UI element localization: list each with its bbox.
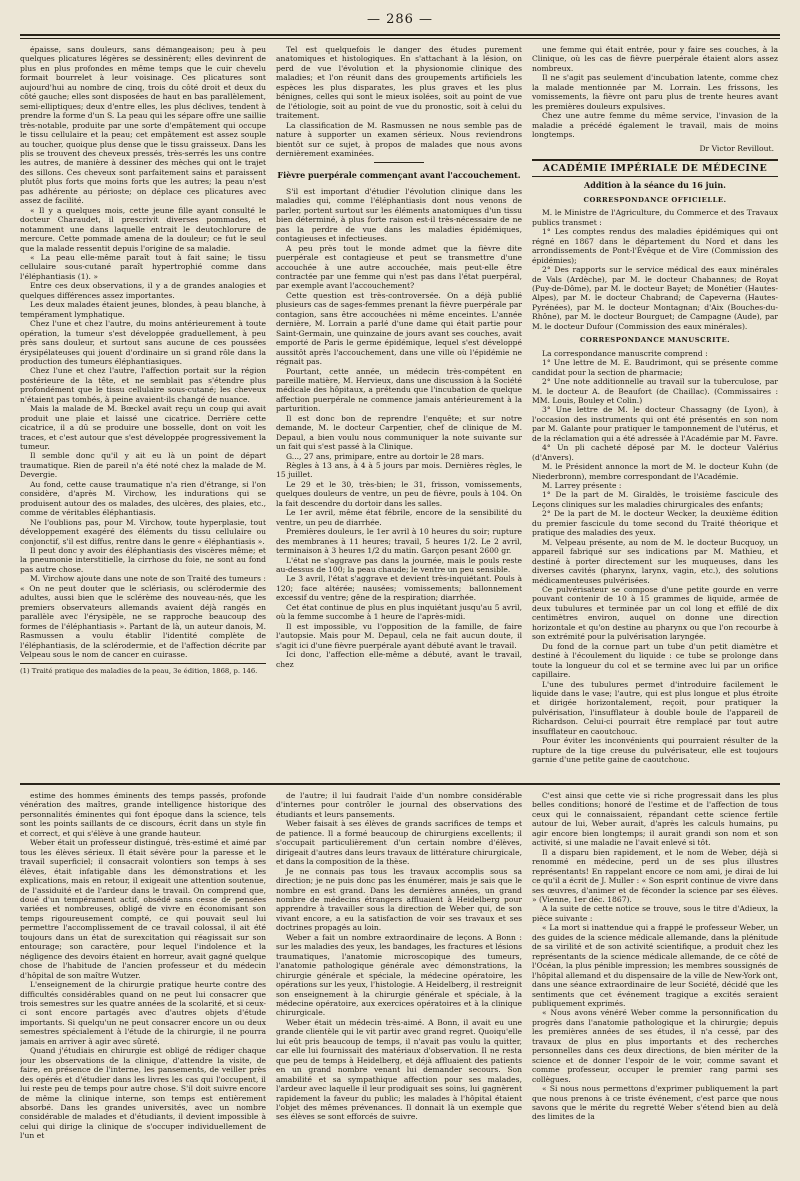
- paragraph: Il peut donc y avoir des éléphantiasis des viscères même; et la pneumonie interstitielle, la cirrhose du foie, ne sont au fond pas autre chose.: [20, 546, 266, 574]
- paragraph: G..., 27 ans, primipare, entre au dortoir le 28 mars.: [286, 451, 485, 461]
- paragraph: Chez l'une et chez l'autre, l'affection portait sur la région postérieure de la tête, et ne semblait pas s'étendre plus profondément que le tissu cellulaire sous-cutané; les cheveux n'étaient pas tombés, à peine avaient-ils changé de nuance.: [20, 366, 266, 404]
- bottom-column-3: [532, 791, 778, 1167]
- session-heading: Addition à la séance du 16 juin.: [584, 180, 726, 191]
- paragraph: L'état ne s'aggrave pas dans la journée, mais le pouls reste au-dessus de 100; la peau chaude; le ventre un peu sensible.: [276, 555, 522, 575]
- paragraph: L'enseignement de la chirurgie pratique heurte contre des difficultés considérables quand on ne peut lui consacrer que trois semestres sur les quatre années de la scolarité, et si ceux-ci sont encore partagés avec d'autres objets d'étude importants. Si quelqu'un ne peut consacrer encore un ou deux semestres spécialement à l'étude de la chirurgie, il ne pourra jamais en arriver à agir avec sûreté.: [20, 980, 266, 1046]
- paragraph: estime des hommes éminents des temps passés, profonde vénération des maîtres, grande intelligence historique des personnalités éminentes qui font époque dans la science, tels sont les points saillants de ce discours, écrit dans un style fin et correct, et qui s'élève à une grande hauteur.: [20, 791, 266, 838]
- bottom-section: [20, 785, 780, 1167]
- paragraph: de l'autre; il lui faudrait l'aide d'un nombre considérable d'internes pour contrôler le journal des observations des étudiants et leurs pansements.: [276, 791, 522, 819]
- subheading: CORRESPONDANCE MANUSCRITE.: [580, 336, 730, 345]
- paragraph: 1° Une lettre de M. E. Baudrimont, qui se présente comme candidat pour la section de pharmacie;: [532, 358, 778, 377]
- paragraph: « Il y a quelques mois, cette jeune fille ayant consulté le docteur Charaudet, il prescrivit diverses pommades, et notamment une dans laquelle entrait le deutochlorure de mercure. Cette pommade amena de la douleur; ce fut le seul que la malade ressentit depuis l'origine de sa maladie.: [20, 205, 266, 253]
- paragraph: Cette question est très-controversée. On a déjà publié plusieurs cas de sages-femmes prenant la fièvre puerpérale par contagion, sans être accouchées ni même enceintes. L'année dernière, M. Lorrain a parlé d'une dame qui était partie pour Saint-Germain, une quinzaine de jours avant ses couches, avait emporté de Paris le germe épidémique, lequel s'est développé aussitôt après l'accouchement, dans une ville où l'épidémie ne régnait pas.: [276, 290, 522, 367]
- paragraph: épaisse, sans douleurs, sans démangeaison; peu à peu quelques plicatures légères se dessinèrent; elles devinrent de plus en plus profondes en même temps que le cuir chevelu formait bourrelet à leur voisinage. Ces plicatures sont aujourd'hui au nombre de cinq, trois du côté droit et deux du côté gauche; elles sont disposées de haut en bas parallèlement, semi-elliptiques; deux d'entre elles, les plus déclives, tendent à prendre la forme d'un S. La peau qui les sépare offre une saillie très-notable, produite par une sorte d'empâtement qui occupe le tissu cellulaire et la peau; cet empâtement est assez souple au toucher, quoique plus dense que le tissu graisseux. Dans les plis se trouvent des cheveux pressés, très-serrés les uns contre les autres, de manière à dessiner des mèches qui ont le trajet des sillons. Ces cheveux sont parfaitement sains et paraissent plutôt plus forts que moins forts que les autres; la peau n'est pas adhérente au périoste; on déplace ces plicatures avec assez de facilité.: [20, 45, 266, 206]
- paragraph: Ne l'oublions pas, pour M. Virchow, toute hyperplasie, tout développement exagéré des éléments du tissu cellulaire ou conjonctif, s'il est diffus, rentre dans le genre « éléphantiasis ».: [20, 517, 266, 546]
- paragraph: Le 3 avril, l'état s'aggrave et devient très-inquiétant. Pouls à 120; face altérée; nausées; vomissements; ballonnement excessif du ventre; gêne de la respiration; diarrhée.: [276, 574, 522, 603]
- subheading: CORRESPONDANCE OFFICIELLE.: [583, 195, 727, 204]
- paragraph: M. Virchow ajoute dans une note de son Traité des tumeurs : « On ne peut douter que le sclériasis, ou sclérodermie des adultes, aussi bien que le sclérème des nouveau-nés, que les premiers observateurs allemands avaient déjà rangés en parallèle avec l'érysipèle, ne se rapproche beaucoup des formes de l'éléphantiasis ». Partant de là, un auteur danois, M. Rasmussen a voulu établir l'identité complète de l'éléphantiasis, de la sclérodermie, et de l'affection décrite par Velpeau sous le nom de cancer en cuirasse.: [20, 574, 266, 659]
- paragraph: Je ne connais pas tous les travaux accomplis sous sa direction; je ne puis donc pas les énumérer, mais je sais que le nombre en est grand. Dans les dernières années, un grand nombre de médecins étrangers affluaient à Heidelberg pour apprendre à travailler sous la direction de Weber qui, de son vivant encore, a eu la satisfaction de voir ses travaux et ses doctrines propagés au loin.: [276, 866, 522, 933]
- section-heading: ACADÉMIE IMPÉRIALE DE MÉDECINE: [532, 159, 778, 177]
- paragraph: Chez l'une et chez l'autre, du moins antérieurement à toute opération, la tumeur s'est développée graduellement, à peu près sans douleur, et surtout sans aucune de ces poussées érysipélateuses qui jouent d'ordinaire un si grand rôle dans la production des tumeurs éléphantiasiques.: [20, 319, 266, 366]
- paragraph: Au fond, cette cause traumatique n'a rien d'étrange, si l'on considère, d'après M. Virchow, les indurations qui se produisent autour des os malades, des ulcères, des plaies, etc., comme de véritables éléphantiasis.: [20, 479, 266, 518]
- paragraph: 2° De la part de M. le docteur Wecker, la deuxième édition du premier fascicule du tome second du Traité théorique et pratique des maladies des yeux.: [532, 509, 778, 538]
- author-signature: Dr Victor Revillout.: [699, 143, 774, 153]
- paragraph: Chez une autre femme du même service, l'invasion de la maladie a précédé également le travail, mais de moins longtemps.: [532, 111, 778, 140]
- paragraph: 1° Les comptes rendus des maladies épidémiques qui ont régné en 1867 dans le département du Nord et dans les arrondissements de Pont-l'Évêque et de Vire (Commission des épidémies);: [532, 227, 778, 265]
- paragraph: Quand j'étudiais en chirurgie est obligé de rédiger chaque jour les observations de la clinique, d'attendre la visite, de faire, en présence de l'interne, les pansements, de veiller près des opérés et d'étudier dans les livres les cas qui l'occupent, il lui reste peu de temps pour autre chose. S'il doit suivre encore de même la clinique interne, son temps est entièrement absorbé. Dans les grandes universités, avec un nombre considérable de malades et d'étudiants, il devient impossible à celui qui dirige la clinique de s'occuper individuellement de l'un et: [20, 1046, 266, 1141]
- title-rule: [374, 162, 424, 163]
- paragraph: 4° Un pli cacheté déposé par M. le docteur Valérius (d'Anvers).: [532, 443, 778, 462]
- paragraph: M. Larrey présente :: [542, 481, 622, 491]
- paragraph: Pourtant, cette année, un médecin très-compétent en pareille matière, M. Hervieux, dans une discussion à la Société médicale des hôpitaux, a prétendu que l'incubation de quelque affection puerpérale ne commence jamais antérieurement à la parturition.: [276, 366, 522, 414]
- paragraph: Le 29 et le 30, très-bien; le 31, frisson, vomissements, quelques douleurs de ventre, un peu de fièvre, pouls à 104. On la fait descendre du dortoir dans les salles.: [276, 479, 522, 508]
- paragraph: Weber faisait à ses élèves de grands sacrifices de temps et de patience. Il a formé beaucoup de chirurgiens excellents; il s'occupait particulièrement d'un certain nombre d'élèves, dirigeait d'autres dans leurs travaux de littérature chirurgicale, et dans la composition de la thèse.: [276, 819, 522, 867]
- paragraph: Il a disparu bien rapidement, et le nom de Weber, déjà si renommé en médecine, perd un de ses plus illustres représentants! En rappelant encore ce nom ami, je dirai de lui ce qu'il a écrit de J. Muller : « Son esprit continue de vivre dans ses œuvres, d'animer et de féconder la science par ses élèves. » (Vienne, 1er déc. 1867).: [532, 847, 778, 904]
- paragraph: Premières douleurs, le 1er avril à 10 heures du soir; rupture des membranes à 11 heures; travail, 5 heures 1/2. Le 2 avril, terminaison à 3 heures 1/2 du matin. Garçon pesant 2600 gr.: [276, 527, 522, 556]
- paragraph: « Nous avons vénéré Weber comme la personnification du progrès dans l'anatomie pathologique et la chirurgie; depuis les premières années de ses études, il n'a cessé, par des travaux de plus en plus importants et des recherches personnelles dans ces deux directions, de bien mériter de la science et de donner l'espoir de le voir, comme savant et comme professeur, occuper le premier rang parmi ses collègues.: [532, 1008, 778, 1084]
- paragraph: Tel est quelquefois le danger des études purement anatomiques et histologiques. En s'attachant à la lésion, on perd de vue l'évolution et la physionomie clinique des maladies; et l'on réunit dans des groupements artificiels les espèces les plus disparates, les plus graves et les plus bénignes, celles qui sont le mieux isolées, soit au point de vue de l'étiologie, soit au point de vue du pronostic, soit à celui du traitement.: [276, 45, 522, 121]
- paragraph: Weber a fait un nombre extraordinaire de leçons. A Bonn : sur les maladies des yeux, les bandages, les fractures et lésions traumatiques, l'anatomie microscopique des tumeurs, l'anatomie pathologique générale avec démonstrations, la chirurgie générale et spéciale, la médecine opératoire, les opérations sur les yeux, l'histologie. A Heidelberg, il restreignit son enseignement à la chirurgie générale et spéciale, à la médecine opératoire, aux exercices opératoires et à la clinique chirurgicale.: [276, 932, 522, 1018]
- paragraph: une femme qui était entrée, pour y faire ses couches, à la Clinique, où les cas de fièvre puerpérale étaient alors assez nombreux.: [532, 45, 778, 73]
- paragraph: « Si nous nous permettons d'exprimer publiquement la part que nous prenons à ce triste événement, c'est parce que nous savons que le mérite du regretté Weber s'étend bien au delà des limites de la: [532, 1084, 778, 1122]
- paragraph: Il est impossible, vu l'opposition de la famille, de faire l'autopsie. Mais pour M. Depaul, cela ne fait aucun doute, il s'agit ici d'une fièvre puerpérale ayant débuté avant le travail.: [276, 621, 522, 650]
- paragraph: Les deux malades étaient jeunes, blondes, à peau blanche, à tempérament lymphatique.: [20, 300, 266, 319]
- paragraph: Mais la malade de M. Bœckel avait reçu un coup qui avait produit une plaie et laissé une cicatrice. Derrière cette cicatrice, il a dû se produire une bosselle, dont on voit les traces, et c'est autour que s'est développée progressivement la tumeur.: [20, 404, 266, 452]
- page-header: [20, 8, 780, 36]
- bottom-column-2: [276, 791, 522, 1167]
- paragraph: Il ne s'agit pas seulement d'incubation latente, comme chez la malade mentionnée par M. Lorrain. Les frissons, les vomissements, la fièvre ont paru plus de trente heures avant les premières douleurs expulsives.: [532, 73, 778, 111]
- footnote: (1) Traité pratique des maladies de la peau, 3e édition, 1868, p. 146.: [20, 663, 266, 676]
- newspaper-page: [20, 8, 780, 1174]
- paragraph: 3° Une lettre de M. le docteur Chassagny (de Lyon), à l'occasion des instruments qui ont été présentés en son nom par M. Galante pour pratiquer le tamponnement de l'utérus, et de la réclamation qui a été adressée à l'Académie par M. Favre.: [532, 405, 778, 443]
- paragraph: Weber était un médecin très-aimé. A Bonn, il avait eu une grande clientèle qui le vit partir avec grand regret. Quoiqu'elle lui eût pris beaucoup de temps, il n'avait pas voulu la quitter, car elle lui fournissait des matériaux d'observation. Il ne resta que peu de temps à Heidelberg, et déjà affluaient des patients en un grand nombre venant lui demander secours. Son amabilité et sa sympathique affection pour ses malades, l'ardeur avec laquelle il leur prodiguait ses soins, lui gagnèrent rapidement la faveur du public; les malades à l'hôpital étaient l'objet des mêmes prévenances. Il donnait là un exemple que ses élèves se sont efforcés de suivre.: [276, 1017, 522, 1122]
- paragraph: 2° Des rapports sur le service médical des eaux minérales de Vals (Ardèche), par M. le docteur Chabannes; de Royat (Puy-de-Dôme), par M. le docteur Bayet; de Monétier (Hautes-Alpes), par M. le docteur Chabrand; de Capeverna (Hautes-Pyrénées), par M. le docteur Montagnan; d'Aix (Bouches-du-Rhône), par M. le docteur Bourguet; de Campagne (Aude), par M. le docteur Dufour (Commission des eaux minérales).: [532, 265, 778, 331]
- paragraph: A peu près tout le monde admet que la fièvre dite puerpérale est contagieuse et peut se transmettre d'une accouchée à une autre accouchée, mais peut-elle être contractée par une femme qui n'est pas dans l'état puerpéral, par exemple avant l'accouchement?: [276, 243, 522, 291]
- paragraph: C'est ainsi que cette vie si riche progressait dans les plus belles conditions; honoré de l'estime et de l'affection de tous ceux qui le connaissaient, répandant cette science fertile autour de lui, Weber aurait, d'après les calculs humains, pu agir encore bien longtemps; il aurait grandi son nom et son activité, si une maladie ne l'avait enlevé si tôt.: [532, 791, 778, 848]
- top-column-3: [532, 45, 778, 777]
- paragraph: Règles à 13 ans, à 4 à 5 jours par mois. Dernières règles, le 15 juillet.: [276, 461, 522, 480]
- paragraph: A la suite de cette notice se trouve, sous le titre d'Adieux, la pièce suivante :: [532, 904, 778, 923]
- paragraph: S'il est important d'étudier l'évolution clinique dans les maladies qui, comme l'éléphantiasis dont nous venons de parler, portent surtout sur les éléments anatomiques d'un tissu bien déterminé, à plus forte raison est-il très-nécessaire de ne pas la perdre de vue dans les maladies épidémiques, contagieuses et infectieuses.: [276, 186, 522, 244]
- top-section: [20, 39, 780, 777]
- page-number: — 286 —: [366, 12, 434, 27]
- paragraph: Entre ces deux observations, il y a de grandes analogies et quelques différences assez importantes.: [20, 281, 266, 300]
- paragraph: Pour éviter les inconvénients qui pourraient résulter de la rupture de la tige creuse du pulvérisateur, elle est toujours garnie d'une petite gaine de caoutchouc.: [532, 736, 778, 765]
- paragraph: M. le Ministre de l'Agriculture, du Commerce et des Travaux publics transmet :: [532, 208, 778, 227]
- paragraph: Du fond de la cornue part un tube d'un petit diamètre et destiné à l'écoulement du liquide : ce tube se prolonge dans toute la longueur du col et se termine avec lui par un orifice capillaire.: [532, 641, 778, 680]
- paragraph: La correspondance manuscrite comprend :: [542, 348, 708, 358]
- paragraph: Ce pulvérisateur se compose d'une petite gourde en verre pouvant contenir de 10 à 15 grammes de liquide, armée de deux tubulures et terminée par un col long et effilé de dix centimètres environ, auquel on donne une direction horizontale et qu'on destine au pharynx ou que l'on recourbe à son extrémité pour la pulvérisation laryngée.: [532, 585, 778, 642]
- paragraph: Le 1er avril, même état fébrile, encore de la sensibilité du ventre, un peu de diarrhée.: [276, 508, 522, 527]
- paragraph: Weber était un professeur distingué, très-estimé et aimé par tous les élèves sérieux. Il était sévère pour la paresse et le travail superficiel; il consacrait volontiers son temps à ses élèves, était infatigable dans les démonstrations et les explications, mais en retour, il exigeait une attention soutenue, de l'assiduité et de l'ardeur dans le travail. On comprend que, doué d'un tempérament actif, obsédé sans cesse de pensées variées et nombreuses, obligé de vivre en économisant son temps rigoureusement compté, ce qui pouvait seul lui permettre l'accomplissement de ce travail colossal, il ait été toujours dans un état de surexcitation qui réagissait sur son entourage; son caractère, pour lequel l'indolence et la négligence des devoirs étaient en horreur, avait gagné quelque chose de l'habitude de l'ancien professeur et du médecin d'hôpital de son maître Wutzer.: [20, 838, 266, 980]
- top-column-2: [276, 45, 522, 777]
- paragraph: 2° Une note additionnelle au travail sur la tuberculose, par M. le docteur A. de Beaufort (de Chaillac). (Commissaires : MM. Louis, Bouley et Colin.): [532, 377, 778, 405]
- bottom-column-1: [20, 791, 266, 1167]
- paragraph: « La mort si inattendue qui a frappé le professeur Weber, un des guides de la science médicale allemande, dans la plénitude de sa virilité et de son activité scientifique, a produit chez les représentants de la science médicale allemande, de ce côté de l'Océan, la plus pénible impression; les membres soussignés de l'hôpital allemand et du dispensaire de la ville de New-York ont, dans une séance extraordinaire de leur Société, décidé que les sentiments que cet événement tragique a excités seraient publiquement exprimés.: [532, 923, 778, 1008]
- paragraph: M. le Président annonce la mort de M. le docteur Kuhn (de Niederbronn), membre correspondant de l'Académie.: [532, 462, 778, 481]
- article-title: Fièvre puerpérale commençant avant l'accouchement.: [277, 170, 521, 181]
- paragraph: Cet état continue de plus en plus inquiétant jusqu'au 5 avril, où la femme succombe à 1 heure de l'après-midi.: [276, 602, 522, 622]
- paragraph: La classification de M. Rasmussen ne nous semble pas de nature à supporter un examen sérieux. Nous reviendrons bientôt sur ce sujet, à propos de malades que nous avons dernièrement examinées.: [276, 120, 522, 158]
- paragraph: 1° De la part de M. Giraldès, le troisième fascicule des Leçons cliniques sur les maladies chirurgicales des enfants;: [532, 490, 778, 509]
- paragraph: L'une des tubulures permet d'introduire facilement le liquide dans le vase; l'autre, qui est plus longue et plus étroite et dirigée horizontalement, reçoit, pour pratiquer la pulvérisation, l'insufflateur à double boule de l'appareil de Richardson. Celui-ci pourrait être remplacé par tout autre insufflateur en caoutchouc.: [532, 679, 778, 736]
- paragraph: « La peau elle-même paraît tout à fait saine; le tissu cellulaire sous-cutané paraît hypertrophié comme dans l'éléphantiasis (1). »: [20, 252, 266, 281]
- paragraph: Ici donc, l'affection elle-même a débuté, avant le travail, chez: [276, 650, 522, 669]
- paragraph: Il est donc bon de reprendre l'enquête; et sur notre demande, M. le docteur Carpentier, chef de clinique de M. Depaul, a bien voulu nous communiquer la note suivante sur un fait qui s'est passé à la Clinique.: [276, 413, 522, 452]
- paragraph: M. Velpeau présente, au nom de M. le docteur Bucquoy, un appareil fabriqué sur ses indications par M. Mathieu, et destiné à porter directement sur les muqueuses, dans les diverses cavités (pharynx, larynx, vagin, etc.), des solutions médicamenteuses pulvérisées.: [532, 537, 778, 585]
- top-column-1: [20, 45, 266, 777]
- paragraph: Il semble donc qu'il y ait eu là un point de départ traumatique. Rien de pareil n'a été noté chez la malade de M. Devergie.: [20, 451, 266, 480]
